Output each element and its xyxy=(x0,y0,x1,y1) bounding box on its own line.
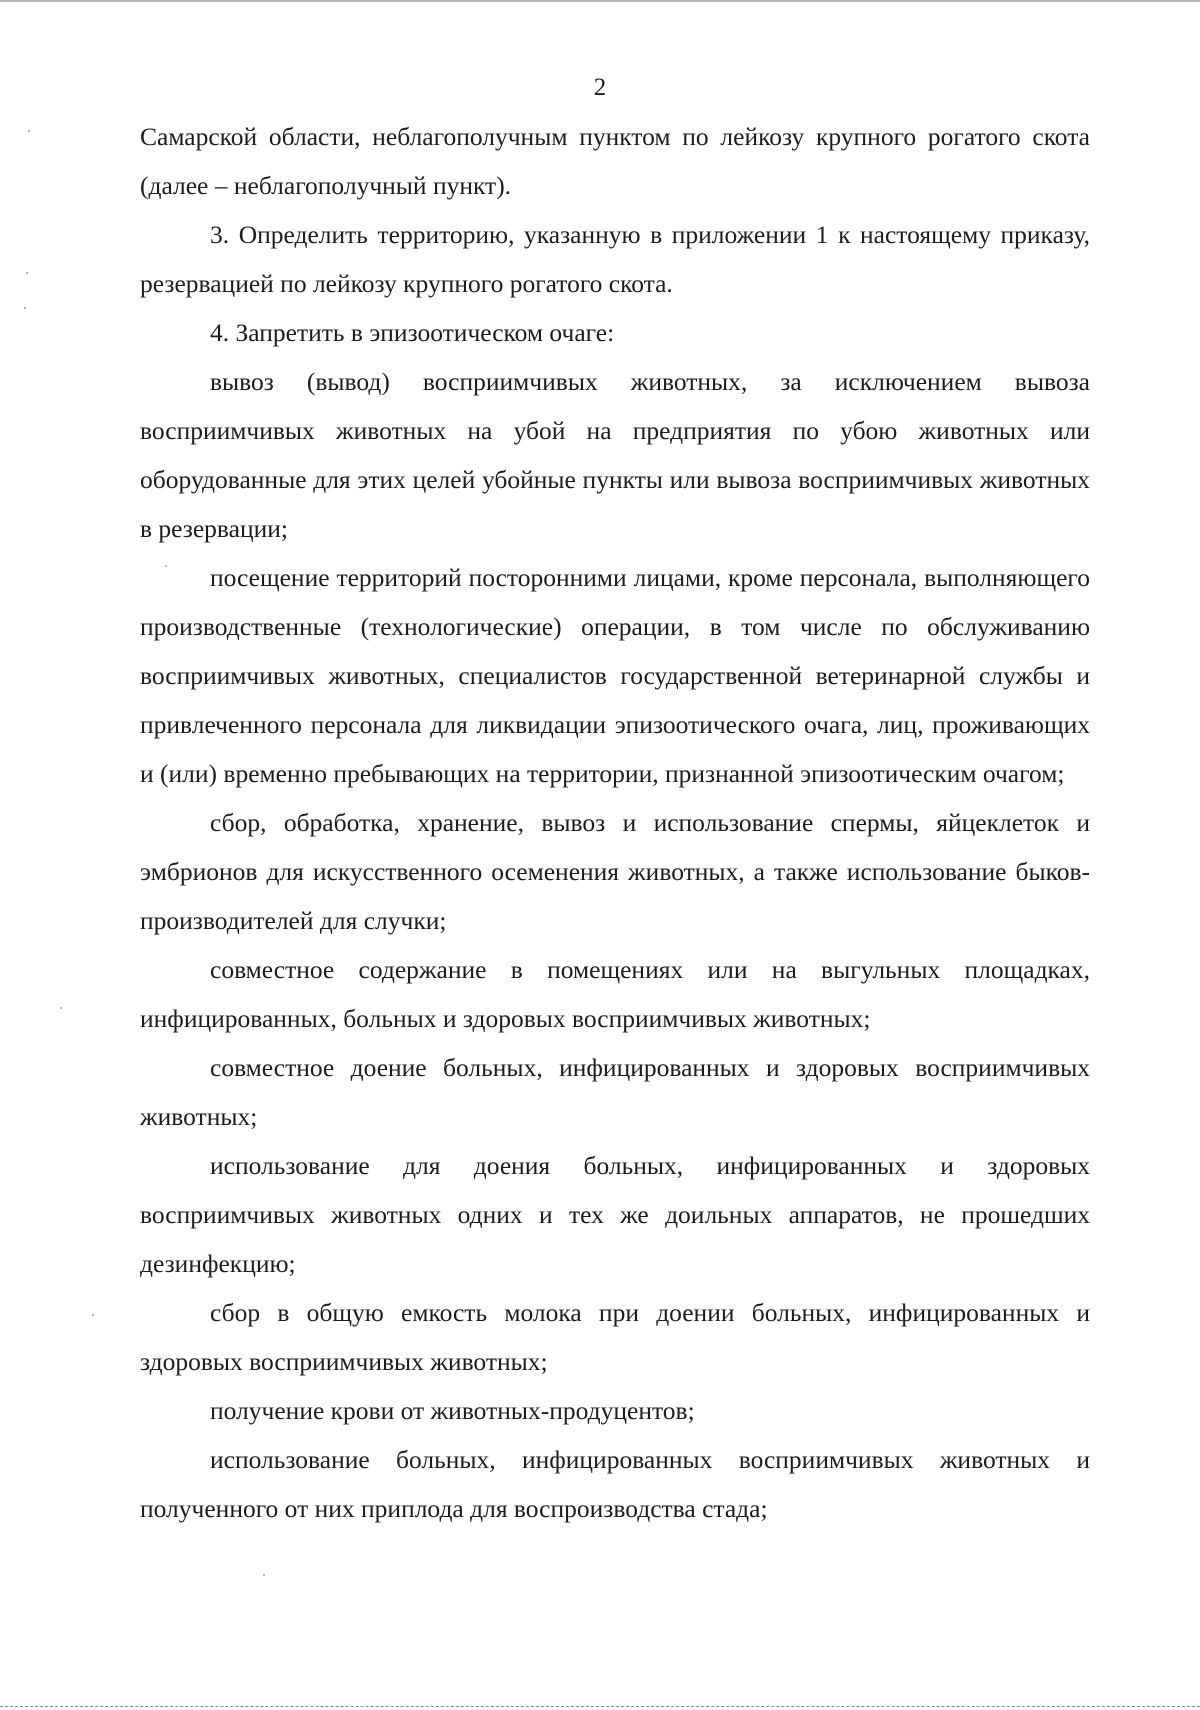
prohibition-shared-milking-machines: использование для доения больных, инфицированных и здоровых восприимчивых животных одних и тех же доильных аппаратов, не прошедших дезинфекцию; xyxy=(140,1151,1090,1278)
scan-bottom-edge xyxy=(0,1706,1200,1707)
scan-speck xyxy=(165,565,167,567)
prohibition-reproduction-use: использование больных, инфицированных восприимчивых животных и полученного от них приплода для воспроизводства стада; xyxy=(140,1445,1090,1523)
prohibition-semen-embryos: сбор, обработка, хранение, вывоз и использование спермы, яйцеклеток и эмбрионов для искусственного осеменения животных, а также использование быков-производителей для случки; xyxy=(140,808,1090,935)
scan-speck xyxy=(263,1574,265,1576)
prohibition-visits: посещение территорий посторонними лицами, кроме персонала, выполняющего производственные (технологические) операции, в том числе по обслуживанию восприимчивых животных, специалистов государственной ветеринарной службы и привлеченного персонала для ликвидации эпизоотического очага, лиц, проживающих и (или) временно пребывающих на территории, признанной эпизоотическим очагом; xyxy=(140,563,1090,788)
paragraph-continuation: Самарской области, неблагополучным пунктом по лейкозу крупного рогатого скота (далее – неблагополучный пункт). xyxy=(140,122,1090,200)
paragraph-item-3: 3. Определить территорию, указанную в приложении 1 к настоящему приказу, резервацией по лейкозу крупного рогатого скота. xyxy=(140,220,1090,298)
paragraph-item-4: 4. Запретить в эпизоотическом очаге: xyxy=(210,318,615,347)
scan-speck xyxy=(26,272,28,274)
prohibition-joint-milking: совместное доение больных, инфицированных и здоровых восприимчивых животных; xyxy=(140,1053,1090,1131)
page-number: 2 xyxy=(593,74,607,101)
scan-speck xyxy=(60,1007,62,1009)
prohibition-export: вывоз (вывод) восприимчивых животных, за исключением вывоза восприимчивых животных на убой на предприятия по убою животных или оборудованные для этих целей убойные пункты или вывоза восприимчивых животных в резервации; xyxy=(140,367,1090,543)
prohibition-joint-keeping: совместное содержание в помещениях или на выгульных площадках, инфицированных, больных и здоровых восприимчивых животных; xyxy=(140,955,1090,1033)
prohibition-blood-collection: получение крови от животных-продуцентов; xyxy=(210,1396,695,1425)
document-body xyxy=(140,112,1090,1533)
prohibition-common-milk-container: сбор в общую емкость молока при доении больных, инфицированных и здоровых восприимчивых животных; xyxy=(140,1298,1090,1376)
scan-speck xyxy=(92,1314,94,1316)
scan-speck xyxy=(28,130,30,132)
scan-speck xyxy=(24,307,26,309)
